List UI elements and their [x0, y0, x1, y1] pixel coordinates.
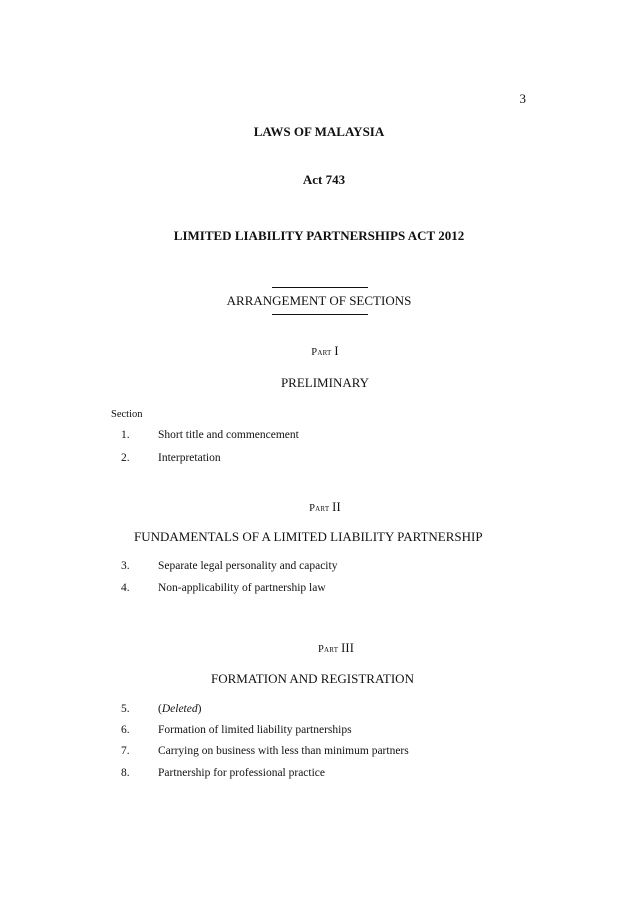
act-title: LIMITED LIABILITY PARTNERSHIPS ACT 2012 [173, 228, 465, 243]
act-number: Act 743 [302, 172, 346, 187]
section-number: 5. [121, 703, 130, 715]
section-title: Separate legal personality and capacity [158, 560, 338, 572]
section-number: 8. [121, 767, 130, 779]
rule-bottom [272, 314, 368, 315]
section-title: Short title and commencement [158, 429, 299, 441]
section-title: Carrying on business with less than minimum partners [158, 745, 409, 757]
laws-of-malaysia-heading: LAWS OF MALAYSIA [253, 124, 385, 139]
section-number: 4. [121, 582, 130, 594]
section-title: (Deleted) [158, 703, 202, 715]
part-1-title: PRELIMINARY [280, 375, 370, 390]
section-title: Partnership for professional practice [158, 767, 326, 779]
section-number: 1. [121, 429, 130, 441]
section-title: Non-applicability of partnership law [158, 582, 326, 594]
section-number: 2. [121, 452, 130, 464]
section-number: 7. [121, 745, 130, 757]
section-column-header: Section [111, 409, 143, 420]
section-number: 6. [121, 724, 130, 736]
part-3-label: Part III [318, 641, 355, 655]
section-number: 3. [121, 560, 130, 572]
rule-top [272, 287, 368, 288]
page-number: 3 [519, 91, 526, 106]
part-2-title: FUNDAMENTALS OF A LIMITED LIABILITY PARTNERSHIP [134, 529, 483, 544]
part-2-label: Part II [309, 500, 341, 514]
section-title: Formation of limited liability partnerships [158, 724, 352, 736]
part-1-label: Part I [311, 344, 339, 358]
arrangement-heading: ARRANGEMENT OF SECTIONS [226, 293, 412, 308]
section-title: Interpretation [158, 452, 221, 464]
part-3-title: FORMATION AND REGISTRATION [211, 671, 414, 686]
